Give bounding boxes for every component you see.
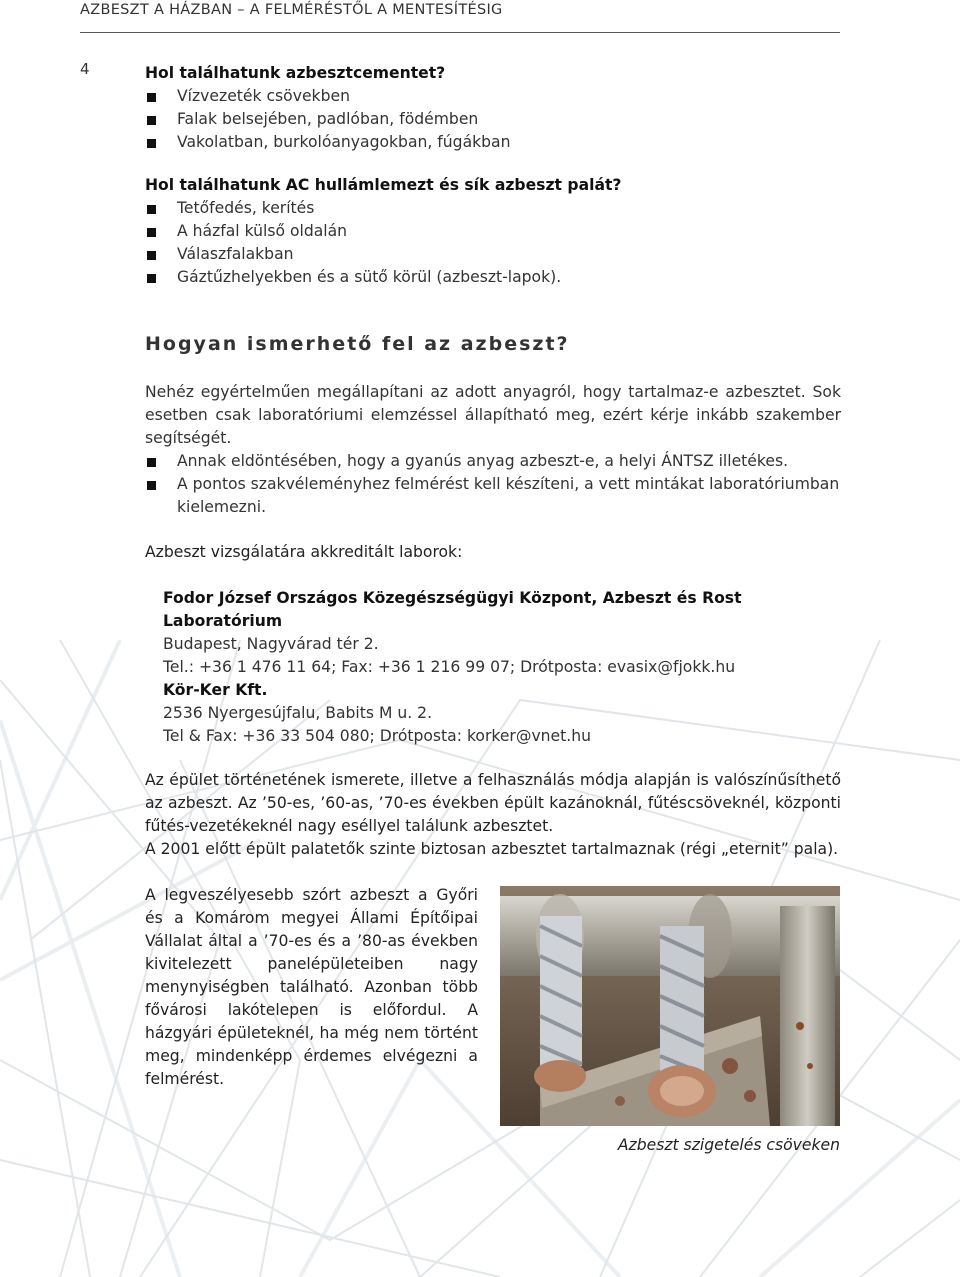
list-item: Vízvezeték csövekben [145,85,841,108]
section3-list [145,450,841,519]
section1-title: Hol találhatunk azbesztcementet? [145,64,446,82]
lab1-address: Budapest, Nagyvárad tér 2. [163,635,379,653]
sprayed-asbestos-paragraph: A legveszélyesebb szórt azbeszt a Győri és a Komárom megyei Állami Építőipai Vállalat által a ’70-es és a ’80-as években kivitelezett panelépületeiben nagy menynyiségben található. Azonban több fővárosi lakótelepen is előfordul. A házgyári épületeknél, ha még nem történt meg, mindenképp érdemes elvégezni a felmérést. [145,886,478,1088]
section-ac-sheets [145,174,841,289]
bullet-square-icon [147,274,156,283]
section2-list [145,197,841,289]
section-identification [145,381,841,519]
section-asbestos-cement [145,62,841,154]
list-item: Vakolatban, burkolóanyagokban, fúgákban [145,131,841,154]
list-item: Annak eldöntésében, hogy a gyanús anyag azbeszt-e, a helyi ÁNTSZ illetékes. [145,450,841,473]
running-title: AZBESZT A HÁZBAN – A FELMÉRÉSTŐL A MENTESÍTÉSIG [80,2,503,18]
bullet-square-icon [147,251,156,260]
bullet-square-icon [147,458,156,467]
header-rule [80,32,840,33]
pipe-insulation-photo [500,886,840,1126]
page-number: 4 [80,60,90,78]
section3-heading: Hogyan ismerhető fel az azbeszt? [145,333,570,355]
bullet-square-icon [147,228,156,237]
history-paragraph-2: A 2001 előtt épült palatetők szinte biztosan azbesztet tartalmaznak (régi „eternit” pala). [145,840,839,858]
lab1-name: Fodor József Országos Közegészségügyi Központ, Azbeszt és Rost Laboratórium [163,589,742,630]
history-paragraph-1: Az épület történetének ismerete, illetve a felhasználás módja alapján is valószínűsíthető az azbeszt. Az ’50-es, ’60-as, ’70-es években épült kazánoknál, fűtéscsöveknél, központi fűtés-vezetékeknél nagy eséllyel találunk azbesztet. [145,771,841,835]
list-item: Válaszfalakban [145,243,841,266]
lab2-name: Kör-Ker Kft. [163,681,268,699]
section1-list [145,85,841,154]
bullet-square-icon [147,116,156,125]
identification-paragraph: Nehéz egyértelműen megállapítani az adott anyagról, hogy tartalmaz-e azbesztet. Sok esetben csak laboratóriumi elemzéssel állapítható meg, ezért kérje inkább szakember segítségét. [145,383,841,447]
bullet-square-icon [147,139,156,148]
bullet-square-icon [147,205,156,214]
list-item: A pontos szakvéleményhez felmérést kell készíteni, a vett mintákat laboratóriumban kielemezni. [145,473,841,519]
photo-caption: Azbeszt szigetelés csöveken [617,1136,840,1154]
history-section [145,769,841,861]
lab2-contact: Tel & Fax: +36 33 504 080; Drótposta: korker@vnet.hu [163,727,591,745]
lab1-contact: Tel.: +36 1 476 11 64; Fax: +36 1 216 99 07; Drótposta: evasix@fjokk.hu [163,658,736,676]
list-item: A házfal külső oldalán [145,220,841,243]
labs-list [163,587,863,748]
bullet-square-icon [147,481,156,490]
list-item: Falak belsejében, padlóban, födémben [145,108,841,131]
list-item: Gáztűzhelyekben és a sütő körül (azbeszt-lapok). [145,266,841,289]
lab2-address: 2536 Nyergesújfalu, Babits M u. 2. [163,704,433,722]
section2-title: Hol találhatunk AC hullámlemezt és sík azbeszt palát? [145,176,622,194]
labs-intro: Azbeszt vizsgálatára akkreditált laborok: [145,543,463,561]
list-item: Tetőfedés, kerítés [145,197,841,220]
bullet-square-icon [147,93,156,102]
pipe-photo-illustration [500,886,840,1126]
